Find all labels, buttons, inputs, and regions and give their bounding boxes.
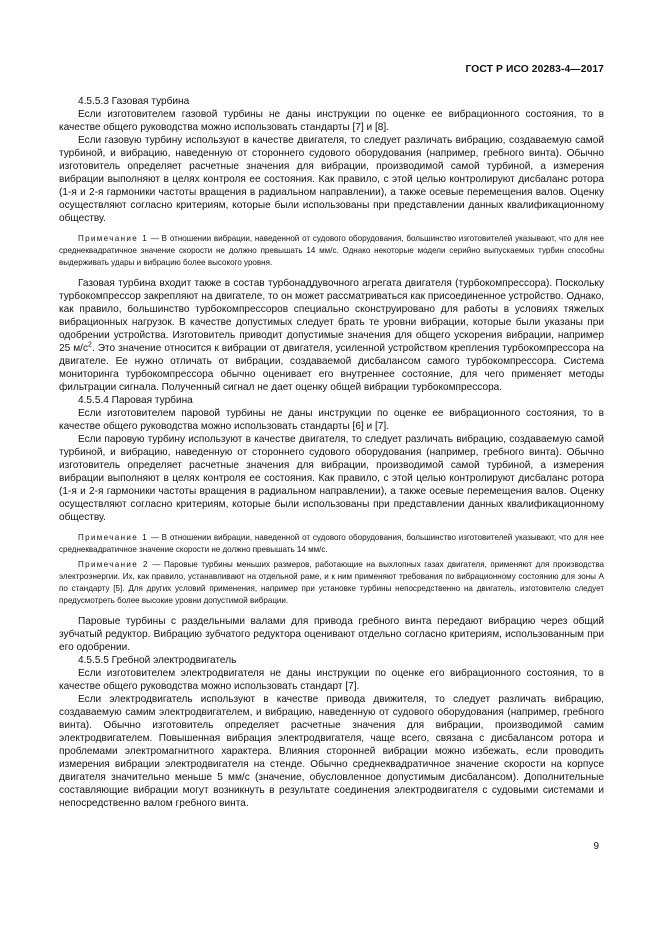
section-title-steam-turbine: 4.5.5.4 Паровая турбина: [78, 395, 193, 406]
note-text: — Паровые турбины меньших размеров, работающие на выхлопных газах двигателя, применяют для производства электроэнергии. Их, как правило, устанавливают на отдельной раме, и к ним применяют требования по вибрационному состоянию для зоны А по стандарту [5]. Для других условий применения, например при установке турбины непосредственно на двигатель, изготовителю следует предусмотреть более высокие уровни допустимой вибрации.: [59, 560, 604, 605]
paragraph: Паровые турбины с раздельными валами для привода гребного винта передают вибрацию через общий зубчатый редуктор. Вибрацию зубчатого редуктора оценивают отдельно согласно критериям, использованным при его одобрении.: [59, 616, 604, 653]
note-label: Примечание 1: [78, 533, 149, 542]
paragraph: Если изготовителем газовой турбины не даны инструкции по оценке ее вибрационного состояния, то в качестве общего руководства можно использовать стандарты [7] и [8].: [59, 109, 604, 133]
section-title-electric-motor: 4.5.5.5 Гребной электродвигатель: [78, 655, 237, 666]
paragraph-text: . Это значение относится к вибрации от двигателя, усиленной устройством крепления турбокомпрессора на двигателе. Ее нужно отличать от вибрации, создаваемой дисбалансом самого турбокомпрессора. Система мониторинга турбокомпрессора обычно оценивает его внутреннее состояние, для чего применяет методы фильтрации сигнала. Полученный сигнал не дает оценку общей вибрации турбокомпрессора.: [59, 343, 605, 393]
paragraph: Если изготовителем электродвигателя не даны инструкции по оценке его вибрационного состояния, то в качестве общего руководства можно использовать стандарт [7].: [59, 668, 604, 692]
note-label: Примечание 2: [78, 560, 149, 569]
note-label: Примечание 1: [78, 234, 149, 243]
superscript: 2: [88, 341, 92, 349]
note: [59, 559, 604, 607]
paragraph: Если паровую турбину используют в качестве двигателя, то следует различать вибрацию, создаваемую самой турбиной, и вибрацию, наведенную от стороннего судового оборудования (например, гребного винта). Обычно изготовитель определяет расчетные значения для вибрации, производимой самой турбиной, а измерения вибрации выполняют в целях контроля ее состояния. Как правило, с этой целью контролируют дисбаланс ротора (1-я и 2-я гармоники частоты вращения в радиальном направлении), а также осевые перемещения валов. Оценку осуществляют согласно критериям, которые были использованы при представлении данных квалификационному обществу.: [59, 434, 604, 523]
document-body: [59, 95, 604, 810]
note: [59, 532, 604, 556]
note: [59, 233, 604, 269]
paragraph: [59, 277, 604, 394]
page-number: 9: [593, 841, 599, 852]
paragraph: Если электродвигатель используют в качестве привода движителя, то следует различать вибрацию, создаваемую самим электродвигателем, и вибрацию, наведенную от судового оборудования (например, гребного винта). Обычно изготовитель определяет расчетные значения для вибрации, производимой самим электродвигателем. Повышенная вибрация электродвигателя, чаще всего, связана с дисбалансом ротора и проблемами электромагнитного характера. Влияния сторонней вибрации можно избежать, если проводить измерения вибрации электродвигателя на стенде. Обычно среднеквадратичное значение скорости на корпусе двигателя значительно меньше 5 мм/с (значение, обусловленное допустимым дисбалансом). Дополнительные составляющие вибрации могут возникнуть в результате соединения электродвигателя с судовыми системами и непосредственно валом гребного винта.: [59, 694, 604, 809]
paragraph-text: Газовая турбина входит также в состав турбонаддувочного агрегата двигателя (турбокомпрессора). Поскольку турбокомпрессор закрепляют на двигателе, то он может рассматриваться как присоединенное устройство. Однако, как правило, большинство турбокомпрессоров специально сконструировано для работы в условиях тяжелых вибрационных нагрузок. В качестве допустимых следует брать те уровни вибрации, которые были указаны при одобрении устройства. Изготовитель приводит допустимые значения для общего ускорения вибрации, например 25 м/с: [59, 278, 604, 354]
note-text: — В отношении вибрации, наведенной от судового оборудования, большинство изготовителей указывают, что для нее среднеквадратичное значение скорости не должно превышать 14 мм/с. Однако некоторые модели серийно выпускаемых турбин способны выдерживать удары и вибрацию более высокого уровня.: [59, 234, 604, 267]
section-title-gas-turbine: 4.5.5.3 Газовая турбина: [78, 96, 190, 107]
note-text: — В отношении вибрации, наведенной от судового оборудования, большинство изготовителей указывают, что для нее среднеквадратичное значение скорости не должно превышать 14 мм/с.: [59, 533, 604, 554]
paragraph: Если изготовителем паровой турбины не даны инструкции по оценке ее вибрационного состояния, то в качестве общего руководства можно использовать стандарты [6] и [7].: [59, 408, 604, 432]
document-page: [59, 0, 604, 935]
standard-header: ГОСТ Р ИСО 20283-4—2017: [465, 64, 604, 75]
paragraph: Если газовую турбину используют в качестве двигателя, то следует различать вибрацию, создаваемую самой турбиной, и вибрацию, наведенную от стороннего судового оборудования (например, гребного винта). Обычно изготовитель определяет расчетные значения для вибрации, производимой самой турбиной, а измерения вибрации выполняют в целях контроля ее состояния. Как правило, с этой целью контролируют дисбаланс ротора (1-я и 2-я гармоники частоты вращения в радиальном направлении), а также осевые перемещения валов. Оценку осуществляют согласно критериям, которые были использованы при представлении данных квалификационному обществу.: [59, 135, 604, 224]
